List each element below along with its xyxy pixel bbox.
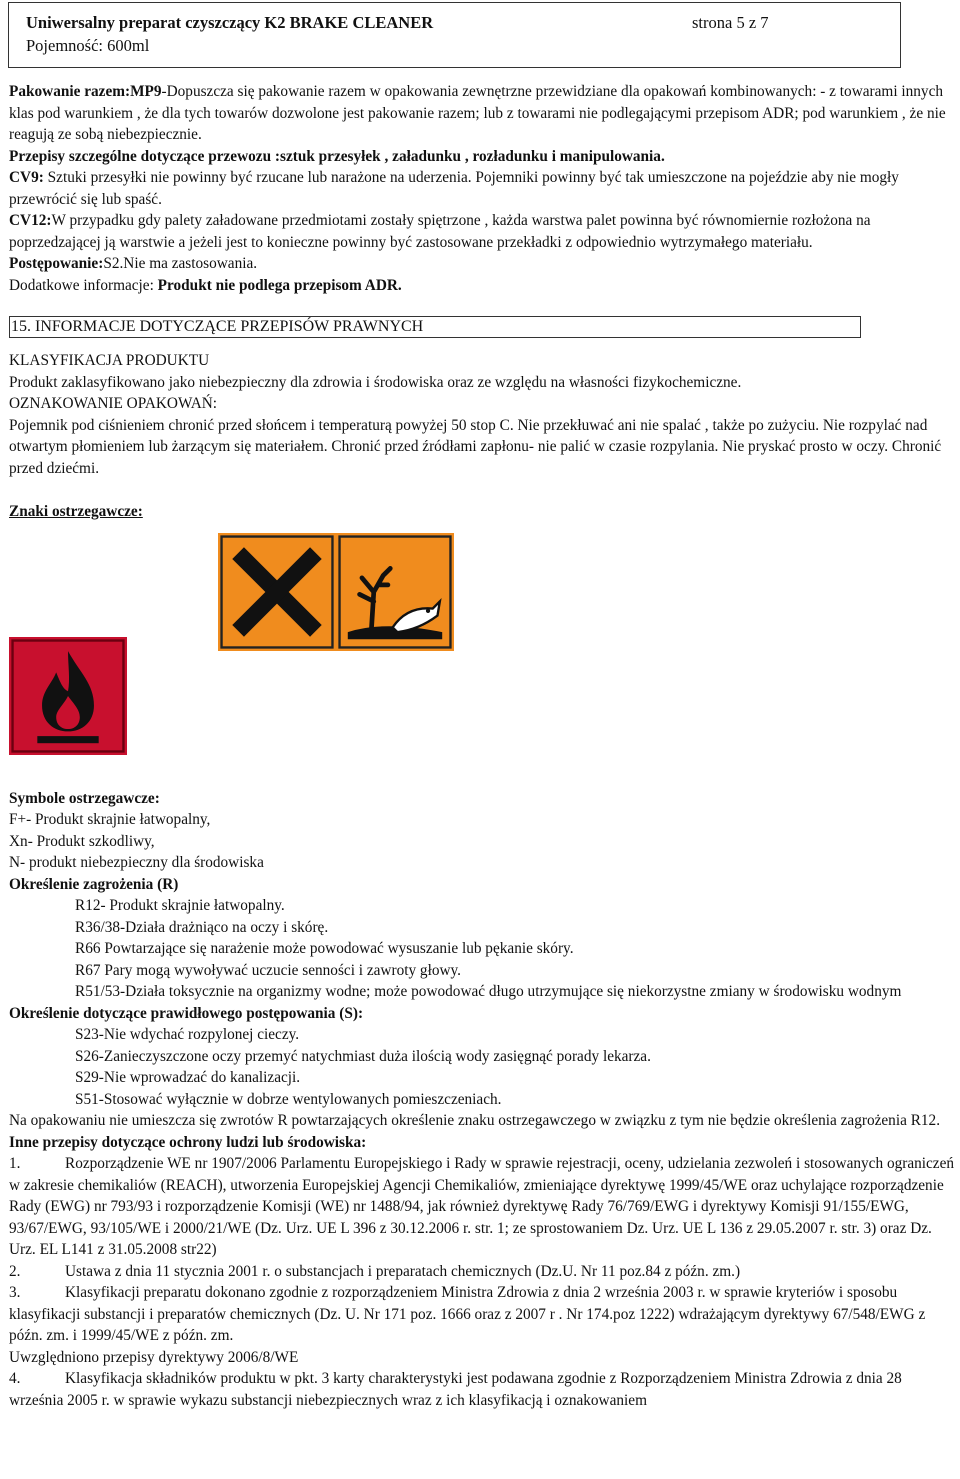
s-phrase-item: S26-Zanieczyszczone oczy przemyć natychmiast duża ilością wody zasięgnąć porady lekarza. [75, 1047, 651, 1065]
extra-info-text: Produkt nie podlega przepisom ADR. [157, 276, 402, 294]
classification-text: Produkt zaklasyfikowano jako niebezpieczny dla zdrowia i środowiska oraz ze względu na własności fizykochemiczne. [9, 373, 742, 391]
page-number: strona 5 z 7 [692, 13, 769, 32]
regulation-number: 1. [9, 1155, 21, 1172]
procedure-label: Postępowanie: [9, 255, 104, 272]
regulation-text: Ustawa z dnia 11 stycznia 2001 r. o substancjach i preparatach chemicznych (Dz.U. Nr 11 poz.84 z późn. zm.) [65, 1262, 741, 1280]
regulation-number: 3. [9, 1284, 21, 1301]
labelling-heading: OZNAKOWANIE OPAKOWAŃ: [9, 395, 218, 412]
r-phrases-heading: Określenie zagrożenia (R) [9, 875, 179, 893]
regulation-item [9, 1153, 955, 1261]
symbol-item: Xn- Produkt szkodliwy, [9, 832, 155, 850]
harmful-x-pictogram-icon [218, 533, 336, 651]
regulation-text: Klasyfikacja składników produktu w pkt. 3 karty charakterystyki jest podawana zgodnie z Rozporządzeniem Ministra Zdrowia z dnia 28 września 2005 r. w sprawie wykazu substancji niebezpiecznych wraz z ich klasyfikacją i oznakowaniem [9, 1370, 902, 1409]
regulation-item [9, 1282, 955, 1347]
cv12-text: W przypadku gdy palety załadowane przedmiotami zostały spiętrzone , każda warstwa palet powinna być równomiernie rozłożona na poprzedzającej ją warstwie a jeżeli jest to konieczne powinny być zastosowane przekładki z odpowiednio wytrzymałego materiału. [9, 212, 871, 251]
r-phrase-item: R66 Powtarzające się narażenie może powodować wysuszanie lub pękanie skóry. [75, 940, 574, 957]
flammable-flame-icon [9, 637, 127, 755]
r-phrase-item: R67 Pary mogą wywoływać uczucie senności i zawroty głowy. [75, 961, 462, 979]
labelling-text: Pojemnik pod ciśnieniem chronić przed słońcem i temperaturą powyżej 50 stop C. Nie przekłuwać ani nie spalać , także po zużyciu. Nie rozpylać nad otwartym płomieniem lub żarzącym się materiałem. Chronić przed źródłami zapłonu- nie palić w czasie rozpylania. Nie pryskać prosto w oczy. Chronić przed dziećmi. [9, 416, 942, 477]
extra-info-line [9, 275, 955, 297]
regulation-number: 4. [9, 1370, 21, 1387]
cv12-label: CV12: [9, 212, 52, 229]
regulation-text: Uwzględniono przepisy dyrektywy 2006/8/WE [9, 1348, 299, 1366]
page-header [8, 2, 901, 68]
regulation-text: Klasyfikacji preparatu dokonano zgodnie z rozporządzeniem Ministra Zdrowia z dnia 2 września 2003 r. w sprawie kryteriów i sposobu klasyfikacji substancji i preparatów chemicznych (Dz. U. Nr 171 poz. 1666 oraz z 2007 r . Nr 174.poz 1222) wdrażającym dyrektywy 67/548/EWG z późn. zm. i 1999/45/WE z późn. zm. [9, 1284, 926, 1344]
mp9-text: -Dopuszcza się pakowanie razem w opakowania zewnętrzne przewidziane dla opakowań kombinowanych: - z towarami innych klas pod warunkiem , że dla tych towarów dozwolone jest pakowanie razem; lub z towarami nie podlegającymi przepisom ADR; pod warunkiem , że nie reagują ze sobą niebezpiecznie. [9, 83, 946, 143]
s-phrases-heading: Określenie dotyczące prawidłowego postępowania (S): [9, 1004, 364, 1022]
cv9-text: Sztuki przesyłki nie powinny być rzucane lub narażone na uderzenia. Pojemniki powinny być tak umieszczone na pojeździe aby nie mogły przewrócić się lub spaść. [9, 169, 899, 208]
mp9-paragraph [9, 81, 955, 146]
product-capacity: Pojemność: 600ml [26, 36, 150, 55]
hazard-pictograms [9, 533, 955, 788]
cv9-paragraph [9, 167, 955, 210]
regulation-item [9, 1261, 955, 1283]
warning-signs-heading: Znaki ostrzegawcze: [9, 503, 143, 520]
s-phrase-item: S29-Nie wprowadzać do kanalizacji. [75, 1069, 301, 1086]
procedure-text: S2.Nie ma zastosowania. [103, 255, 258, 272]
r-phrase-item: R36/38-Działa drażniąco na oczy i skórę. [75, 918, 329, 936]
r12-note: Na opakowaniu nie umieszcza się zwrotów R powtarzających określenie znaku ostrzegawczego w związku z tym nie będzie określenia zagrożenia R12. [9, 1112, 941, 1129]
mp9-label: Pakowanie razem:MP9 [9, 83, 162, 100]
document-body [9, 81, 955, 1411]
extra-info-label: Dodatkowe informacje: [9, 276, 158, 294]
cv9-label: CV9: [9, 169, 44, 186]
r-phrase-item: R12- Produkt skrajnie łatwopalny. [75, 897, 285, 914]
procedure-line [9, 253, 955, 275]
symbol-item: F+- Produkt skrajnie łatwopalny, [9, 811, 211, 828]
regulation-item [9, 1347, 955, 1369]
s-phrase-item: S23-Nie wdychać rozpylonej cieczy. [75, 1026, 300, 1043]
regulation-item [9, 1368, 955, 1411]
s-phrase-item: S51-Stosować wyłącznie w dobrze wentylowanych pomieszczeniach. [75, 1090, 502, 1108]
other-regulations-heading: Inne przepisy dotyczące ochrony ludzi lub środowiska: [9, 1133, 367, 1151]
classification-heading: KLASYFIKACJA PRODUKTU [9, 352, 210, 369]
symbols-heading: Symbole ostrzegawcze: [9, 789, 160, 807]
special-rules-heading: Przepisy szczególne dotyczące przewozu :sztuk przesyłek , załadunku , rozładunku i manipulowania. [9, 147, 665, 165]
regulation-number: 2. [9, 1262, 21, 1280]
cv12-paragraph [9, 210, 955, 253]
section-15-title: 15. INFORMACJE DOTYCZĄCE PRZEPISÓW PRAWNYCH [9, 316, 861, 338]
r-phrase-item: R51/53-Działa toksycznie na organizmy wodne; może powodować długo utrzymujące się niekorzystne zmiany w środowisku wodnym [75, 983, 902, 1000]
environment-dead-tree-fish-icon [336, 533, 454, 651]
document-title: Uniwersalny preparat czyszczący K2 BRAKE CLEANER [26, 13, 434, 32]
regulation-text: Rozporządzenie WE nr 1907/2006 Parlamentu Europejskiego i Rady w sprawie rejestracji, oceny, udzielania zezwoleń i stosowanych ograniczeń w zakresie chemikaliów (REACH), utworzenia Europejskiej Agencji Chemikaliów, zmieniające dyrektywę 1999/45/WE oraz uchylające rozporządzenie Rady (EWG) nr 793/93 i rozporządzenie Komisji (WE) nr 1488/94, jak również dyrektywę Rady 76/769/EWG i dyrektywy Komisji 91/155/EWG, 93/67/EWG, 93/105/WE i 2000/21/WE (Dz. Urz. UE L 396 z 30.12.2006 r. str. 1; ze sprostowaniem Dz. Urz. UE L 136 z 29.05.2007 r. str. 3) oraz Dz. Urz. EL L141 z 31.05.2008 str22) [9, 1155, 955, 1258]
symbol-item: N- produkt niebezpieczny dla środowiska [9, 854, 264, 871]
